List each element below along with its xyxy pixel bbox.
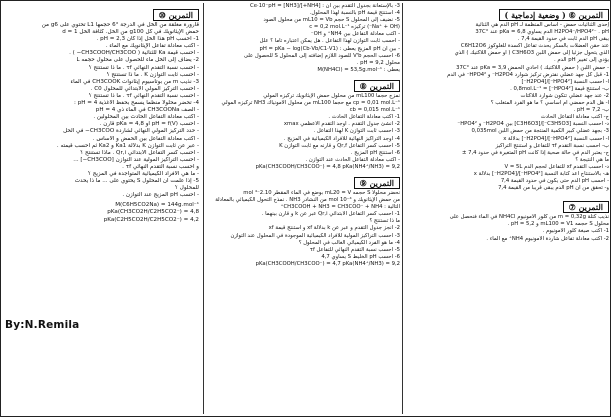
ex6-line: 1- قبل كل جهد عضلي نفترض تركيز شوارد H2PO4⁻ و HPO4²⁻ في الدم xyxy=(447,71,609,78)
ex9-line: 5- أحسب نسبة التقدم النهائي للتفاعل τf xyxy=(309,246,400,253)
exercise-10-data xyxy=(3,202,199,223)
ex9-line: من حمض الإيثانويك و mol 10⁻⁴ من النشادر NH3 . نمذج التحول الكيميائي بالمعادلة xyxy=(215,197,400,204)
exercise-8-continued xyxy=(206,3,400,74)
ex6-line: هـ- بالاستنتاج أعد كتابة النسبة [HPO4²⁻]/[H2PO4⁻] بدلالة x xyxy=(473,170,609,177)
ex6-line: ب- استنتج قيمة [HPO4²⁻] = 0,8mol.L⁻¹ . xyxy=(510,85,609,92)
ex9-line: 3- أحسب التراكيز المولية للأفراد الكيميائية الموجودة في المحلول عند التوازن xyxy=(230,232,400,239)
ex6-line: د- أحسب النسبة [C3H5O3⁻]/[C3H6O3] بين H2PO4⁻ و HPO4²⁻ xyxy=(457,121,609,128)
ex10-line: - أكتب معادلة التفاعل بين الحمض و الأساس . xyxy=(92,135,199,142)
ex7-line: محلول S حجمه mL100 = V1 و pH = 5,2 . xyxy=(507,221,609,228)
ex6-line: ب- أحسب نسبة التقدم τf للتفاعل و استنتج التراكيز xyxy=(495,142,609,149)
ex8-line: نمزج حجما mL100 من محلول حمض الإيثانويك تركيزه المولي xyxy=(263,92,400,99)
ex6-line: أ- أحسب النسبة [HPO4²⁻]/[H2PO4⁻] xyxy=(521,78,609,85)
left-column xyxy=(3,3,199,414)
ex9-line: ما ذا تستنتج ؟ xyxy=(369,218,400,225)
ex10-line: للمحلول ؟ xyxy=(175,185,199,192)
ex10-line: - أكتب معادلة التفاعل الحادث بين المحلولين . xyxy=(93,114,199,121)
ex8-top-line: 3- بالإستعانة بجدول التقدم بين أن : [NH4+]/[NH3] = Ce·10⁻pH xyxy=(250,3,400,9)
ex6-line: 3- بجهد عضلي كبير الكمية المنتجة من حمض اللبن 0,035mol xyxy=(471,128,609,135)
ex10-line: - احسب التركيز المولي الابتدائي للمحلول C0 . xyxy=(90,85,199,92)
ex10-line: - الصف CH3COONa في الماء ذي pH = 4 xyxy=(95,107,199,114)
ex6-line: 2- عند جهد عضلي تتكون شوارد اللاكتات xyxy=(520,92,609,99)
ex8-line: 4- أوجد التراكيز النهائية للأفراد الكيميائية في المزيج . xyxy=(283,135,400,142)
ex6-line: عند حقن العضلات بالسكر يحدث تفاعل أكسدة للغلوكوز C6H12O6 xyxy=(460,43,609,50)
right-column xyxy=(407,3,609,414)
exercise-8-body xyxy=(206,93,400,171)
ex6-line: ما هي النتيجة ؟ xyxy=(575,156,609,163)
ex8-top-line: - أكتب معادلة التفاعل بين NH4⁺ و OH⁻ xyxy=(310,31,400,38)
ex10-line: 5- إذا علمت أن المحلول S يحتوي على ... ما ذا يحدث xyxy=(74,178,199,185)
exercise-9-body xyxy=(206,190,400,268)
ex7-line: 2- أكتب معادلة تفاعل شاردة الأمونيوم NH4⁺ مع الماء . xyxy=(486,235,609,242)
exercise-9-title: التمرين ⑨ xyxy=(354,177,400,189)
ex7-line: 1- أكتب صيغة كلور الأمونيوم . xyxy=(542,228,609,235)
ex10-data-line: M(C6H5CO2Na) = 144g.mol⁻¹ xyxy=(115,202,199,209)
ex10-line: - ما هي الأفراد الكيميائية المتواجدة في المزيج ؟ xyxy=(87,170,199,177)
ex9-line: نحضر محلولا S حجمه mL20 = V بوضع في الماء المقطر 2.10⁻⁴ mol xyxy=(243,189,400,196)
ex8-top-line: 6- أحسب الحجم V'b للصود اللازم إضافته إلى المحلول S للحصول على xyxy=(243,52,400,59)
ex10-line: - أحسب ثابت التوازن K . ما ذا تستنتج ؟ xyxy=(106,71,199,78)
exercise-7-body xyxy=(407,214,609,242)
exercise-7-header xyxy=(407,195,609,214)
exercise-6-header xyxy=(407,3,609,22)
ex8-line: cb = 0,015 mol.L⁻¹ xyxy=(349,107,400,114)
ex10-line: 1- احسب pH هذا الخل إذا كان pH = 2,3 . xyxy=(96,36,199,43)
ex10-line: 2- يضاف إلى الخل ماء للحصول على محلول حجمه L xyxy=(76,57,199,64)
author-name: By:N.Remila xyxy=(5,319,80,331)
ex6-line: يبقى pH الدم ثابت في حدود القيمة 7,4 . xyxy=(517,36,609,43)
ex6-line: أ- هل الدم حمضي أم أساسي ؟ ما هو الفرد المتغلب ؟ xyxy=(490,100,609,107)
exercise-10-header xyxy=(3,3,199,22)
ex8-data-line: pKa(CH3COOH/CH3COO⁻) = 4,8 pKa(NH4⁺/NH3) = 9,2 xyxy=(255,163,400,170)
ex8-top-line: - أحسب ثابت التوازن لهذا التفاعل . هل يمكن اعتباره تاما ؟ علل xyxy=(259,38,400,45)
ex8-line: cp = 0,01 mol.L⁻¹ مع حجما mL100 من محلول الأمونياك NH3 تركيزه المولي xyxy=(221,100,400,107)
ex9-line: 1- أحسب كسر التفاعل الابتدائي Qr,i عبر عن k و قارن بينهما . xyxy=(261,211,400,218)
ex6-line: - حمض اللبن ( حمض اللاكتيك ) أحادي الحمض pKa = 3,9 عند °37C xyxy=(456,64,609,71)
ex10-line: قارورة مغلقة من الخل في الدرجة °6 حجمها L1 تحتوي على g6 من xyxy=(41,22,199,28)
ex10-line: - أحسب نسبة التقدم النهائي τf . ما ذا تستنتج ؟ xyxy=(88,64,199,71)
ex6-line: ج- يعتبر الدم في حالة صحية إذا كانت pH المتغيرة في حدود 7,4 ± xyxy=(461,149,609,156)
exercise-6-body xyxy=(407,22,609,192)
ex6-line: - أحسب pH الدم حتى يكون في حدود القيمة 7,4 xyxy=(500,178,609,185)
author-credit xyxy=(5,313,191,332)
ex10-line: - عبر عن ثابت التوازن K بدلالة Ka1 و Ka2 ثم أحسب قيمته . xyxy=(56,142,199,149)
ex8-line: 1- أكتب معادلة التفاعل الحادث . xyxy=(328,114,400,121)
ex9-line: 6- أحسب pH الخليط S يساوي 4,7 xyxy=(321,253,400,260)
ex10-line: - حدد التركيز المولي النهائي لشاردة CH3COO− في الحل xyxy=(63,128,199,135)
ex9-line: التالية : CH3COOH + NH3 = CH3COO⁻ + NH4⁺ xyxy=(280,204,400,211)
exercise-7-title: التمرين ⑦ xyxy=(563,201,609,213)
ex10-data-line: pKa(C2H5CO2H/C2H5CO2⁻) = 4,2 xyxy=(103,216,199,223)
middle-column xyxy=(203,3,403,414)
ex9-line: 2- أنجز جدول التقدم و عبر عن k بدلالة xf و استنتج قيمة xf xyxy=(268,225,400,232)
exercise-10-body xyxy=(3,22,199,199)
ex6-line: يؤدي إلى تغيير pH الدم . xyxy=(554,57,609,64)
ex10-line: - أحسب pH المزيج عند التوازن . xyxy=(122,192,199,199)
exercise-10-title: التمرين ⑩ xyxy=(153,9,199,21)
ex10-data-line: pKa(CH3CO2H/C2H5CO2⁻) = 4,8 xyxy=(107,209,199,216)
ex10-line: - أحسب كسر التفاعل الابتدائي Qr,i . ماذا تستنتج ؟ xyxy=(80,149,199,156)
ex10-line: حمض الإيثانويك في كل g100 من الخل. كثافة الخل d = 1 xyxy=(62,29,199,36)
ex8-top-line: يعطى : M(NH4Cl) = 53,5g.mol⁻¹ xyxy=(317,66,400,73)
ex8-top-line: - بين أن pH المزيج يعطى : pH = pKa − log(Cb·Vb/C1·V1) xyxy=(259,45,400,52)
exercise-8-title: التمرين ⑧ xyxy=(354,80,400,92)
ex6-line: و- تحقق من أن pH الدم يبقى قريبا من القيمة 7,4 xyxy=(498,185,609,192)
ex10-line: - أكتب معادلة تفاعل الإيثانويك مع الماء . xyxy=(105,43,199,50)
exercise-8-header xyxy=(206,74,400,93)
exercise-9-header xyxy=(206,171,400,190)
ex6-line: ج- أكتب معادلة التفاعل الحادث xyxy=(540,114,609,121)
ex8-line: 2- أنشئ جدول التقدم . أوجد التقدم الأعظمي xmax xyxy=(283,121,400,128)
ex8-top-line: 4- استنتج قيمة pH بالنسبة لهذا المحلول. xyxy=(309,10,400,17)
ex10-line: - أحسب pH = f(V) أو pKa = 4,8 قارن . xyxy=(99,121,199,128)
ex6-line: إحدى الثنائيات حمض - أساس المنظمة لـ pH الدم هي الثنائية xyxy=(475,22,609,28)
ex6-line: د- أحسب التقدم xf للتفاعل لحجم الدم V = 5L xyxy=(504,163,609,170)
ex10-line: 4- تحضر محلولا منظما يسمح بحفظ الأغذية pH = 4 : xyxy=(74,100,199,107)
exercise-6-title: التمرين ⑥ ( وضعية إدماجية ) xyxy=(499,9,609,21)
ex6-line: أ- أحسب النسبة [HPO4²⁻]/[H2PO4⁻] بدلالة x xyxy=(503,135,609,142)
ex9-data-line: pKa(CH3COOH/CH3COO⁻) = 4,7 pKa(NH4⁺/NH3) = 9,2 xyxy=(255,260,400,267)
ex8-line: 6- استنتج pH المزيج . xyxy=(350,149,400,156)
ex8-line: 3- أحسب ثابت التوازن K لهذا التفاعل . xyxy=(313,128,400,135)
ex8-top-line: (Na⁺ + OH⁻) تركيزه c = 0,2 mol.L⁻¹ xyxy=(309,24,400,31)
ex10-line: و أحسب نسبة التقدم النهائي τf . xyxy=(122,163,199,170)
ex8-top-line: 5- نضيف إلى المحلول S حجم mL10 = Vb من محلول الصود xyxy=(263,17,400,24)
ex8-top-line: محلول pH = 9,2 . xyxy=(356,59,400,66)
ex8-line: 5- أحسب كسر التفاعل Qr,f و قارنه مع ثابت التوازن K xyxy=(279,142,400,149)
ex6-line: الذي يتحول جزئيا إلى حمض اللبن C3H6O3 ( أو حمض اللاكتيك ) الذي xyxy=(454,50,609,57)
ex10-line: - أحسب قيمة Ka للثنائية ( CH3COOH/CH3COO− ) . xyxy=(69,50,199,57)
ex6-line: H2PO4⁻/HPO4²⁻ . pH الدم يساوي 6,8 = pKa عند °37C xyxy=(475,29,609,36)
ex7-line: نذيب كتلة m = 0,32g من كلور الأمونيوم NH4Cl في الماء فنحصل على xyxy=(449,214,609,221)
ex10-line: - أحسب التراكيز المولية عند التوازن [CH3COO−] ... xyxy=(73,156,199,163)
ex10-line: - أحسب نسبة التقدم النهائي τf . ما ذا تستنتج ؟ xyxy=(88,92,199,99)
ex9-line: 4- ما هو الفرد الكيميائي الغالب في المحلول ؟ xyxy=(298,239,400,246)
ex10-line: 3- نذيب m من بوتاسيوم إيثانوات CH3COOK في الماء xyxy=(70,78,199,85)
ex6-line: ب- pH = 7,2 . xyxy=(573,107,609,114)
ex8-line: - أكتب معادلة التفاعل الحادث عند التوازن . xyxy=(305,156,400,163)
